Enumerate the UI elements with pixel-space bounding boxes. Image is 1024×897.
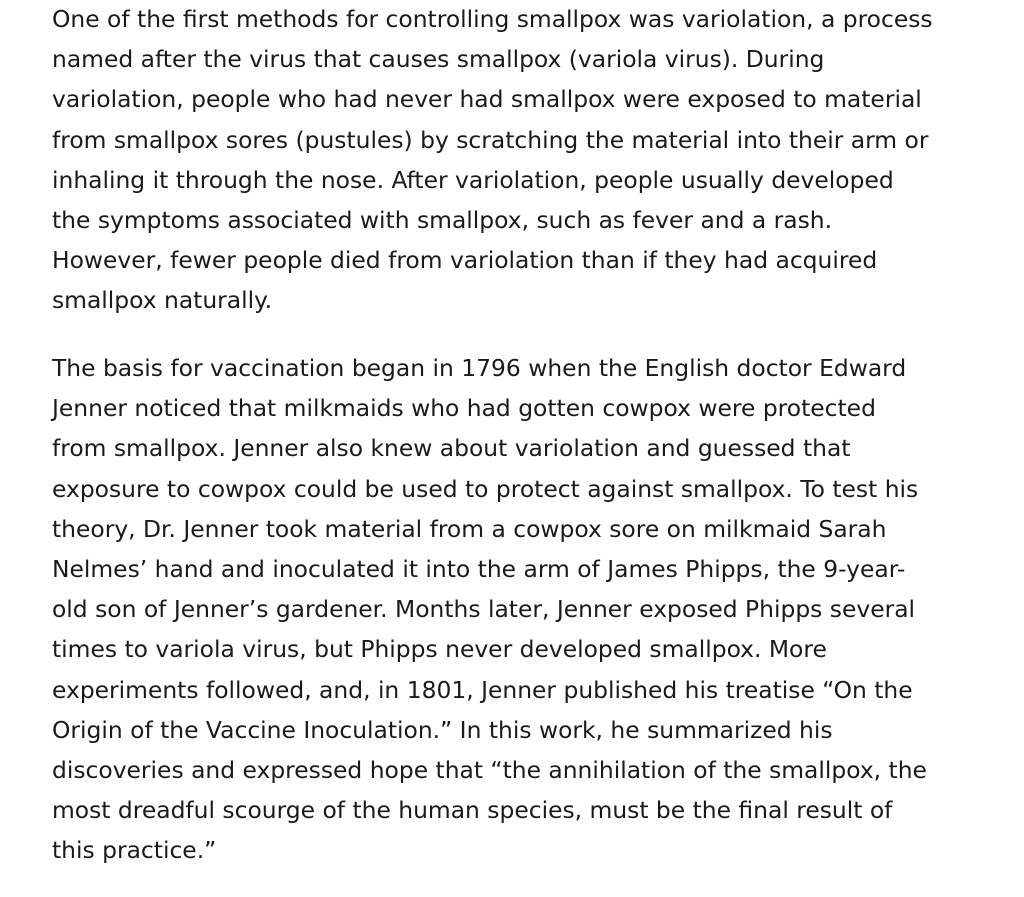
paragraph-line: However, fewer people died from variolation than if they had acquired	[52, 246, 878, 275]
paragraph-line: The basis for vaccination began in 1796 when the English doctor Edward	[52, 354, 907, 382]
paragraph-line: theory, Dr. Jenner took material from a cowpox sore on milkmaid Sarah	[52, 514, 887, 543]
paragraph-line: the symptoms associated with smallpox, such as fever and a rash.	[52, 205, 833, 234]
paragraph-line: Origin of the Vaccine Inoculation.” In this work, he summarized his	[52, 715, 833, 744]
paragraph-vaccination	[52, 348, 927, 870]
paragraph-line: variolation, people who had never had smallpox were exposed to material	[52, 85, 922, 114]
paragraph-line: Nelmes’ hand and inoculated it into the arm of James Phipps, the 9-year-	[52, 554, 906, 583]
paragraph-line: experiments followed, and, in 1801, Jenner published his treatise “On the	[52, 675, 913, 704]
paragraph-line: inhaling it through the nose. After variolation, people usually developed	[52, 165, 894, 194]
paragraph-line: exposure to cowpox could be used to protect against smallpox. To test his	[52, 474, 919, 503]
paragraph-line: One of the first methods for controlling smallpox was variolation, a process	[52, 5, 933, 33]
paragraph-variolation	[52, 0, 933, 321]
paragraph-line: discoveries and expressed hope that “the annihilation of the smallpox, the	[52, 755, 927, 784]
paragraph-line: times to variola virus, but Phipps never developed smallpox. More	[52, 635, 827, 664]
paragraph-line: this practice.”	[52, 836, 217, 865]
paragraph-line: old son of Jenner’s gardener. Months later, Jenner exposed Phipps several	[52, 595, 916, 624]
paragraph-line: most dreadful scourge of the human species, must be the final result of	[52, 796, 893, 825]
paragraph-line: Jenner noticed that milkmaids who had gotten cowpox were protected	[52, 394, 876, 423]
paragraph-line: from smallpox sores (pustules) by scratching the material into their arm or	[52, 125, 929, 154]
paragraph-line: named after the virus that causes smallpox (variola virus). During	[52, 45, 825, 74]
paragraph-line: from smallpox. Jenner also knew about variolation and guessed that	[52, 434, 851, 463]
paragraph-line: smallpox naturally.	[52, 286, 273, 315]
